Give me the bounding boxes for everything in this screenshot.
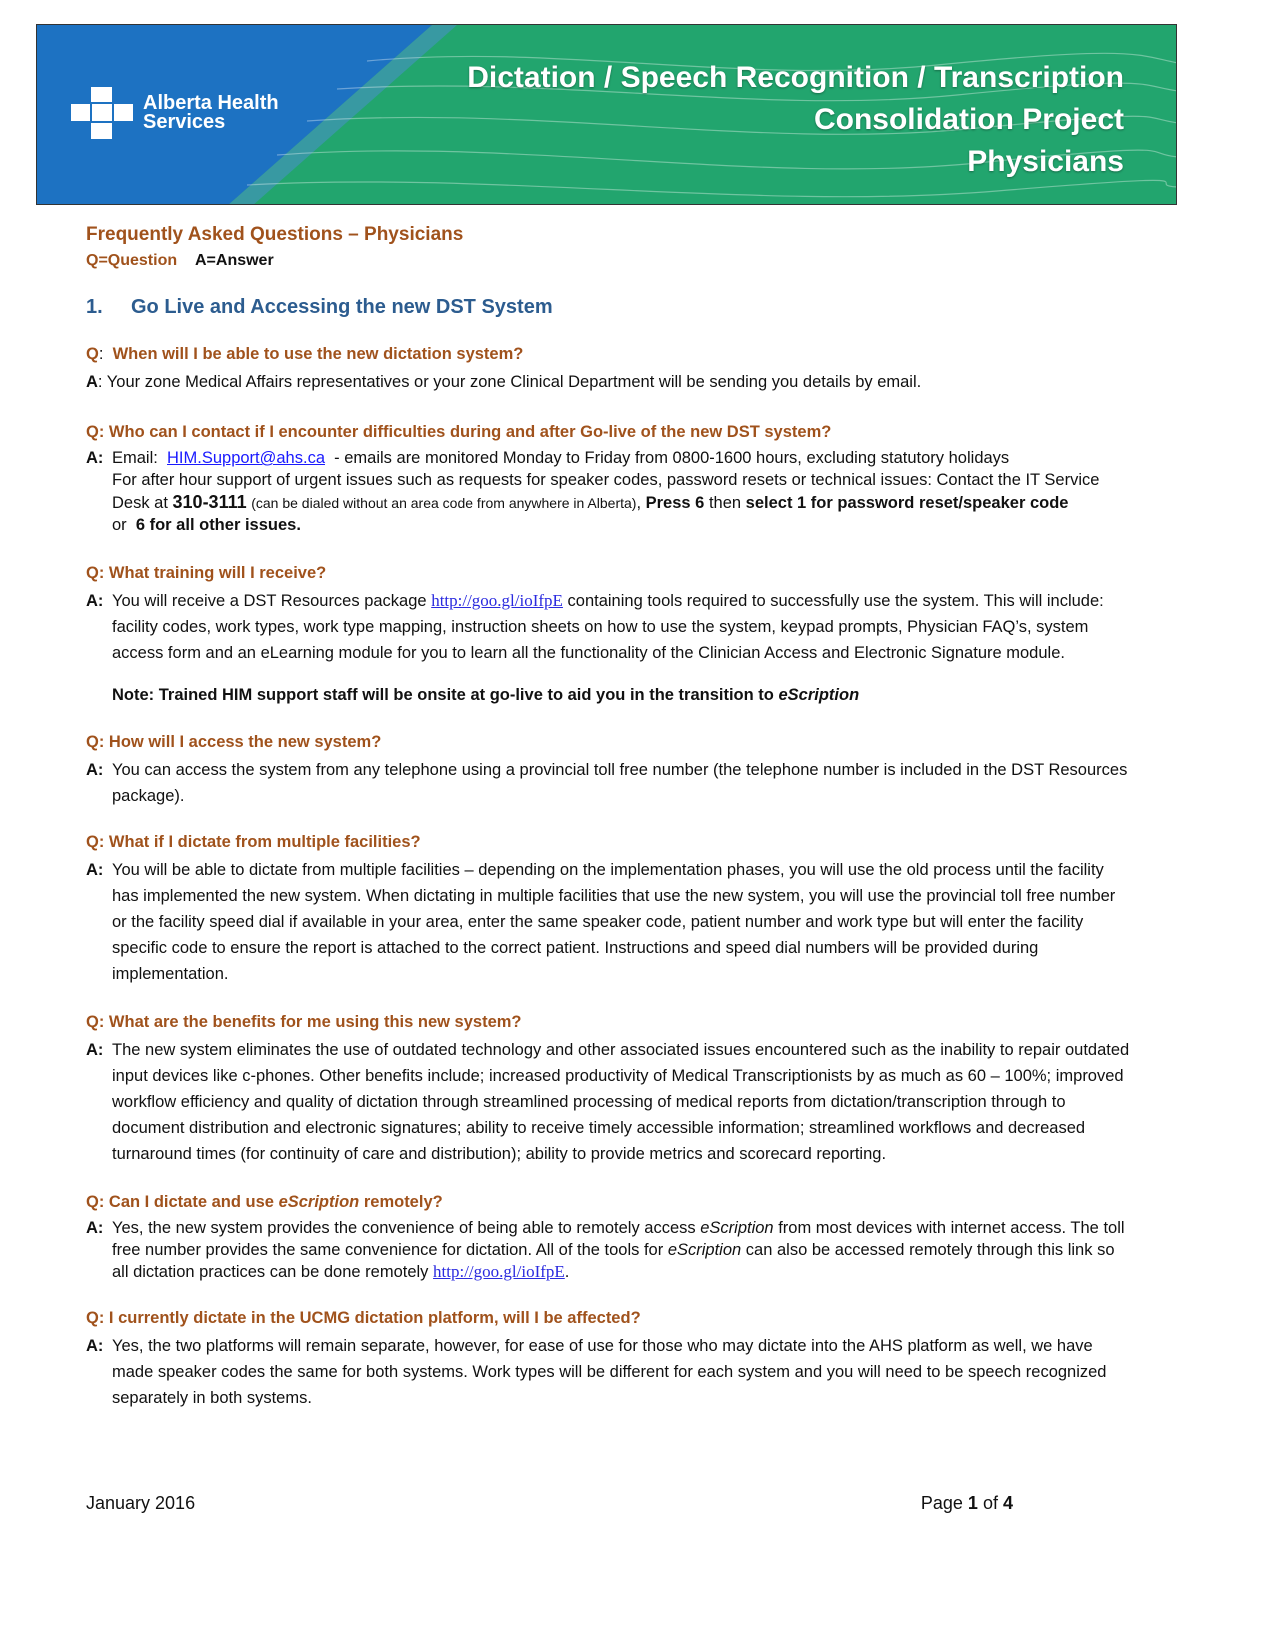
answer-2-label: A: (86, 449, 104, 467)
qa-legend (86, 252, 1131, 270)
question-7-escription: eScription (278, 1193, 360, 1211)
question-5: Q: What if I dictate from multiple facilities? (86, 833, 421, 851)
question-6: Q: What are the benefits for me using this new system? (86, 1013, 522, 1031)
page-number (921, 1493, 1013, 1514)
after-hours-text: For after hour support of urgent issues such as requests for speaker codes, password resets or technical issues: Contact the IT Service (112, 471, 1100, 489)
page-total: 4 (1002, 1493, 1013, 1513)
dst-resources-link[interactable]: http://goo.gl/ioIfpE (431, 591, 563, 610)
answer-3-after: containing tools required to successfully use the system. This will include: facility codes, work types, work type mapping, instruction sheets on how to use the system, keypad prompts, Physician FAQ’s, system access form and an eLearning module for you to learn all the functionality of the Clinician Access and Electronic Signature module. (112, 592, 1104, 662)
answer-2: A: Email: HIM.Support@ahs.ca - emails are monitored Monday to Friday from 0800-1600 hours, excluding statutory holidays For after hour support of urgent issues such as requests for speaker codes, password resets or technical issues: Contact the IT Service Desk at 310-3111 (can be dialed without an area code from anywhere in Alberta), Press 6 then select 1 for password reset/speaker code or 6 for all other issues. (86, 447, 1131, 536)
question-1-text: When will I be able to use the new dictation system? (112, 345, 524, 363)
note-escription: eScription (778, 686, 860, 704)
answer-5-label: A: (86, 861, 104, 879)
answer-6 (86, 1037, 1131, 1167)
question-1-separator: : (98, 345, 104, 363)
legend-question: Q=Question (86, 252, 178, 269)
answer-8 (86, 1333, 1131, 1411)
footer-date: January 2016 (86, 1493, 196, 1513)
answer-7-escription-2: eScription (667, 1241, 742, 1259)
logo-line-1: Alberta Health (143, 92, 279, 114)
or-text: or (112, 516, 127, 534)
document-content (86, 224, 1131, 1435)
of-word: of (982, 1493, 998, 1513)
question-1 (86, 343, 1131, 365)
remote-access-link[interactable]: http://goo.gl/ioIfpE (433, 1262, 565, 1281)
question-7-before: Q: Can I dictate and use (86, 1193, 274, 1211)
answer-3 (86, 588, 1131, 666)
answer-6-text: The new system eliminates the use of outdated technology and other associated issues encountered such as the inability to repair outdated input devices like c-phones. Other benefits include; increased productivity of Medical Transcriptionists by as much as 60 – 100%; improved workflow efficiency and quality of dictation through streamlined processing of medical reports from dictation/transcription through to document distribution and electronic signatures; ability to receive timely accessible information; streamlined workflows and decreased turnaround times (for continuity of care and distribution); ability to provide metrics and scorecard reporting. (112, 1041, 1130, 1163)
answer-1-label: A (86, 373, 98, 391)
training-note (112, 686, 1131, 705)
answer-4-text: You can access the system from any telephone using a provincial toll free number (the telephone number is included in the DST Resources package). (112, 761, 1128, 805)
title-line-2: Consolidation Project (813, 103, 1124, 136)
answer-7-label: A: (86, 1219, 104, 1237)
answer-1-text: : Your zone Medical Affairs representatives or your zone Clinical Department will be sending you details by email. (97, 373, 922, 391)
answer-3-before: You will receive a DST Resources package (112, 592, 427, 610)
question-3: Q: What training will I receive? (86, 564, 327, 582)
answer-3-label: A: (86, 592, 104, 610)
phone-note: (can be dialed without an area code from anywhere in Alberta) (251, 495, 637, 511)
section-number: 1. (86, 296, 103, 318)
question-7 (86, 1191, 1131, 1213)
ahs-logo (71, 87, 279, 139)
answer-1 (86, 369, 1131, 395)
it-desk-phone: 310-3111 (172, 492, 247, 512)
page-current: 1 (967, 1493, 978, 1513)
answer-7-part-2: from most devices with internet access. The toll free number provides the same convenience for dictation. All of the tools for (112, 1219, 1125, 1259)
legend-answer: A=Answer (194, 252, 274, 269)
question-2: Q: Who can I contact if I encounter difficulties during and after Go-live of the new DST system? (86, 423, 832, 441)
ahs-cross-icon (71, 87, 133, 139)
question-7-after: remotely? (363, 1193, 443, 1211)
page-word: Page (920, 1493, 963, 1513)
answer-6-label: A: (86, 1041, 104, 1059)
question-4: Q: How will I access the new system? (86, 733, 382, 751)
banner-title (467, 57, 1124, 183)
answer-7-part-3: can also be accessed remotely through this link so all dictation practices can be done remotely (112, 1241, 1115, 1281)
support-email-link[interactable]: HIM.Support@ahs.ca (167, 449, 325, 467)
header-banner (36, 24, 1177, 205)
email-hours: - emails are monitored Monday to Friday from 0800-1600 hours, excluding statutory holidays (334, 449, 1010, 467)
answer-4-label: A: (86, 761, 104, 779)
note-text: Note: Trained HIM support staff will be onsite at go-live to aid you in the transition to (112, 686, 774, 704)
logo-line-2: Services (143, 111, 226, 133)
answer-8-label: A: (86, 1337, 104, 1355)
six-other-text: 6 for all other issues. (135, 516, 301, 534)
faq-title: Frequently Asked Questions – Physicians (86, 224, 464, 245)
desk-at-text: Desk at (112, 494, 168, 512)
select-1-text: select 1 for password reset/speaker code (745, 494, 1069, 512)
title-line-1: Dictation / Speech Recognition / Transcription (467, 61, 1124, 94)
answer-7-part-1: Yes, the new system provides the convenience of being able to remotely access (112, 1219, 696, 1237)
press-6-text: Press 6 (645, 494, 705, 512)
question-1-prefix: Q (86, 345, 99, 363)
section-heading (86, 296, 1131, 319)
email-prefix: Email: (112, 449, 158, 467)
page-footer (86, 1493, 1013, 1514)
section-title: Go Live and Accessing the new DST System (131, 296, 553, 318)
title-line-3: Physicians (967, 145, 1124, 178)
answer-7-escription-1: eScription (700, 1219, 774, 1237)
answer-5-text: You will be able to dictate from multiple facilities – depending on the implementation phases, you will use the old process until the facility has implemented the new system. When dictating in multiple facilities that use the new system, you will use the provincial toll free number or the facility speed dial if available in your area, enter the same speaker code, patient number and work type but will enter the facility specific code to ensure the report is attached to the correct patient. Instructions and speed dial numbers will be provided during implementation. (112, 861, 1116, 983)
then-text: then (708, 494, 742, 512)
answer-5 (86, 857, 1131, 987)
question-8: Q: I currently dictate in the UCMG dictation platform, will I be affected? (86, 1309, 641, 1327)
answer-7 (86, 1217, 1131, 1283)
answer-8-text: Yes, the two platforms will remain separate, however, for ease of use for those who may dictate into the AHS platform as well, we have made speaker codes the same for both systems. Work types will be different for each system and you will need to be speech recognized separately in both systems. (112, 1337, 1107, 1407)
answer-7-end: . (564, 1263, 570, 1281)
answer-4 (86, 757, 1131, 809)
